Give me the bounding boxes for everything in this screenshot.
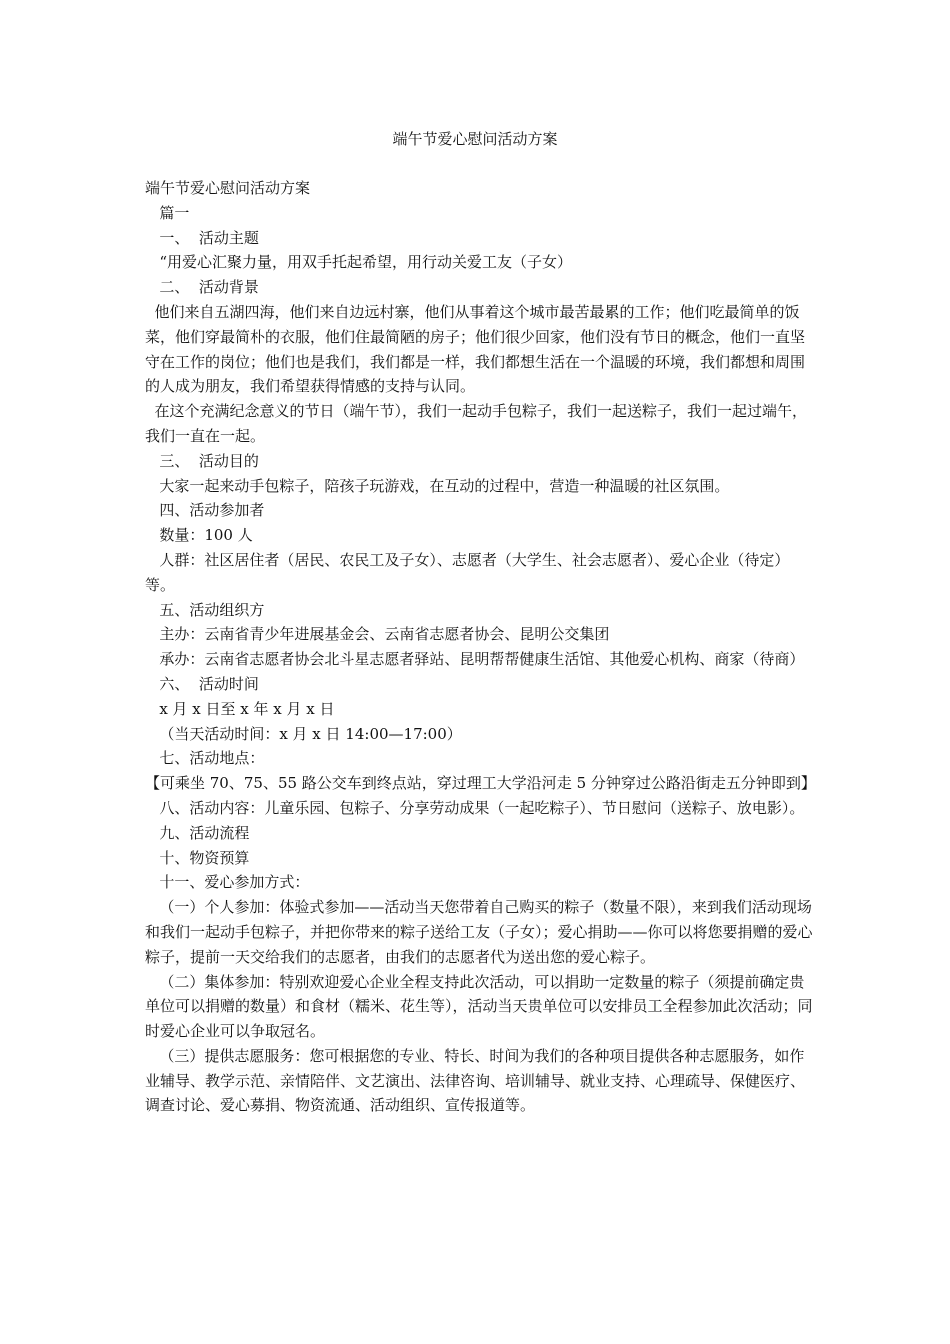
paragraph-background-1: 他们来自五湖四海，他们来自边远村寨，他们从事着这个城市最苦最累的工作；他们吃最简单的饭菜，他们穿最简朴的衣服，他们住最简陋的房子；他们很少回家，他们没有节日的概念，他们一直坚守在工作的岗位；他们也是我们，我们都是一样，我们都想生活在一个温暖的环境，我们都想和周围的人成为朋友，我们希望获得情感的支持与认同。 [145, 302, 806, 396]
section-heading-location: 七、活动地点： [145, 749, 265, 768]
paragraph-location-directions: 【可乘坐 70、75、55 路公交车到终点站，穿过理工大学沿河走 5 分钟穿过公路沿街走五分钟即到】 [145, 774, 816, 793]
section-heading-budget: 十、物资预算 [145, 848, 250, 867]
paragraph-background-2: 在这个充满纪念意义的节日（端午节），我们一起动手包粽子，我们一起送粽子，我们一起过端午，我们一直在一起。 [145, 402, 808, 445]
paragraph-participant-count: 数量：100 人 [145, 526, 253, 545]
paragraph-content: 八、活动内容：儿童乐园、包粽子、分享劳动成果（一起吃粽子）、节日慰问（送粽子、放电影）。 [145, 798, 805, 817]
paragraph-date-range: x 月 x 日至 x 年 x 月 x 日 [145, 699, 335, 718]
section-heading-theme: 一、 活动主题 [145, 228, 259, 247]
paragraph-group-participation: （二）集体参加：特别欢迎爱心企业全程支持此次活动，可以捐助一定数量的粽子（须提前确定贵单位可以捐赠的数量）和食材（糯米、花生等），活动当天贵单位可以安排员工全程参加此次活动；同时爱心企业可以争取冠名。 [145, 972, 813, 1041]
section-heading-time: 六、 活动时间 [145, 674, 259, 693]
section-heading-participation: 十一、爱心参加方式： [145, 873, 310, 892]
paragraph-volunteer-service: （三）提供志愿服务：您可根据您的专业、特长、时间为我们的各种项目提供各种志愿服务，如作业辅导、教学示范、亲情陪伴、文艺演出、法律咨询、培训辅导、就业支持、心理疏导、保健医疗、调查讨论、爱心募捐、物资流通、活动组织、宣传报道等。 [145, 1046, 806, 1115]
paragraph-theme: “用爱心汇聚力量，用双手托起希望，用行动关爱工友（子女） [145, 253, 572, 272]
paragraph-participant-groups: 人群：社区居住者（居民、农民工及子女）、志愿者（大学生、社会志愿者）、爱心企业（待定）等。 [145, 550, 790, 594]
paragraph-purpose: 大家一起来动手包粽子，陪孩子玩游戏，在互动的过程中，营造一种温暖的社区氛围。 [145, 476, 730, 495]
section-heading-purpose: 三、 活动目的 [145, 451, 259, 470]
paragraph-host: 主办：云南省青少年进展基金会、云南省志愿者协会、昆明公交集团 [145, 625, 610, 644]
document-body [145, 176, 815, 1118]
section-heading-organizers: 五、活动组织方 [145, 600, 265, 619]
document-heading: 端午节爱心慰问活动方案 [145, 179, 311, 197]
paragraph-event-hours: （当天活动时间：x 月 x 日 14:00—17:00） [145, 724, 462, 743]
paragraph-individual-participation: （一）个人参加：体验式参加——活动当天您带着自己购买的粽子（数量不限），来到我们活动现场和我们一起动手包粽子，并把你带来的粽子送给工友（子女）；爱心捐助——你可以将您要捐赠的爱心粽子，提前一天交给我们的志愿者，由我们的志愿者代为送出您的爱心粽子。 [145, 898, 813, 966]
page-title: 端午节爱心慰问活动方案 [392, 130, 558, 148]
paragraph-co-host: 承办：云南省志愿者协会北斗星志愿者驿站、昆明帮帮健康生活馆、其他爱心机构、商家（待商） [145, 650, 805, 669]
section-heading-background: 二、 活动背景 [145, 278, 259, 297]
section-heading-participants: 四、活动参加者 [145, 501, 265, 520]
section-label-part-one: 篇一 [145, 203, 190, 222]
section-heading-process: 九、活动流程 [145, 823, 250, 842]
